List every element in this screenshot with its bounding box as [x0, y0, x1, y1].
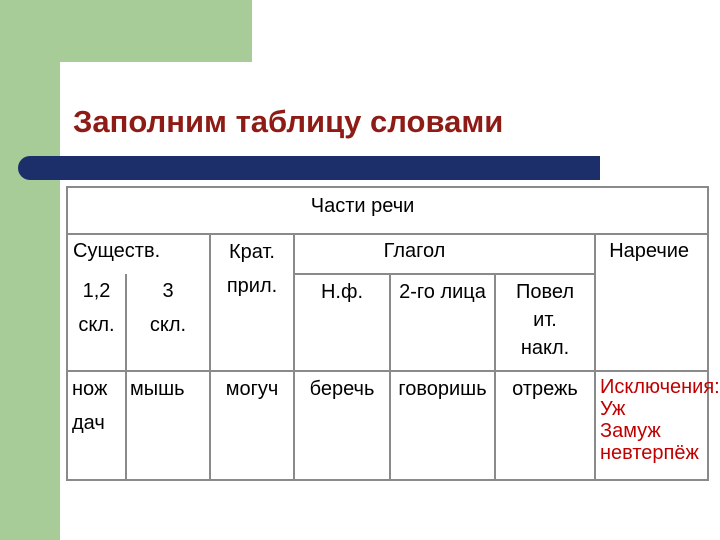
word-knife: нож	[72, 378, 108, 400]
table-header-cell	[67, 187, 708, 234]
word-mighty: могуч	[225, 378, 279, 400]
second-person-cell	[390, 274, 495, 371]
declension-3-words-cell	[126, 371, 210, 480]
parts-of-speech-header: Части речи	[310, 195, 415, 217]
second-person-label: 2-го лица	[399, 281, 486, 303]
word-cut: отрежь	[512, 378, 578, 400]
declension-3-label-2: скл.	[149, 314, 187, 336]
imperative-label-2: ит.	[533, 309, 557, 331]
slide-title: Заполним таблицу словами	[73, 104, 504, 139]
word-mouse: мышь	[130, 378, 185, 400]
adverb-header-cell	[595, 234, 708, 274]
declension-1-2-cell	[67, 274, 126, 371]
declension-3-cell	[126, 274, 210, 371]
verb-header: Глагол	[383, 240, 446, 262]
second-person-words-cell	[390, 371, 495, 480]
exceptions-cell	[595, 371, 720, 480]
word-dach: дач	[72, 412, 105, 434]
declension-1-2-label-2: скл.	[78, 314, 115, 336]
exception-item: Уж	[600, 398, 626, 420]
title-underline-bar	[18, 156, 600, 180]
infinitive-cell	[294, 274, 390, 371]
infinitive-label: Н.ф.	[320, 281, 363, 303]
short-adj-header-cell	[210, 234, 294, 371]
word-protect: беречь	[309, 378, 375, 400]
short-adj-words-cell	[210, 371, 294, 480]
infinitive-words-cell	[294, 371, 390, 480]
exception-item: невтерпёж	[600, 442, 699, 464]
declension-1-2-words-cell	[67, 371, 126, 480]
verb-header-cell	[294, 234, 595, 274]
declension-1-2-label: 1,2	[82, 280, 111, 302]
short-adj-header: Крат.	[229, 241, 275, 263]
exceptions-label: Исключения:	[600, 376, 720, 398]
imperative-label-3: накл.	[520, 337, 570, 359]
noun-header-cell	[67, 234, 210, 274]
word-say: говоришь	[398, 378, 487, 400]
adverb-subheader-cell	[595, 274, 708, 371]
adverb-header: Наречие	[609, 240, 690, 262]
short-adj-header-2: прил.	[226, 275, 278, 297]
background-green-strip	[0, 0, 60, 540]
imperative-label: Повел	[515, 281, 575, 303]
noun-header: Существ.	[73, 240, 161, 262]
parts-of-speech-table	[66, 186, 720, 481]
imperative-words-cell	[495, 371, 595, 480]
exception-item: Замуж	[600, 420, 661, 442]
declension-3-label: 3	[162, 280, 174, 302]
imperative-cell	[495, 274, 595, 371]
